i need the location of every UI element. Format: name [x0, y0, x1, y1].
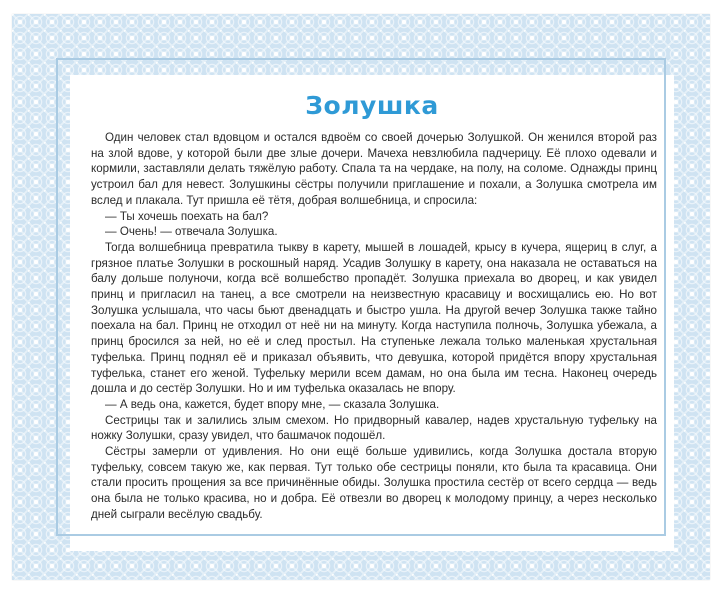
paragraph-6: Сестрицы так и залились злым смехом. Но придворный кавалер, надев хрустальную туфельку на ножку Золушки, сразу увидел, что башмачок подошёл.	[91, 413, 657, 443]
paragraph-4: Тогда волшебница превратила тыкву в карету, мышей в лошадей, крысу в кучера, ящериц в слуг, а грязное платье Золушки в роскошный наряд. Усадив Золушку в карету, она наказала не оставаться на балу дольше полуночи, когда всё волшебство пропадёт. Золушка приехала во дворец, и как увидел принц и пригласил на танец, а все смотрели на неизвестную красавицу и восхищались ею. Но вот Золушка услышала, что часы бьют двенадцать и быстро ушла. На другой вечер Золушка также тайно поехала на бал. Принц не отходил от неё ни на минуту. Когда наступила полночь, Золушка убежала, а принц бросился за ней, но её и след простыл. На ступеньке лежала только маленькая хрустальная туфелька. Принц поднял её и приказал объявить, что девушка, которой придётся впору хрустальная туфелька, станет его женой. Туфельку мерили всем дамам, но она была им тесна. Наконец очередь дошла и до сестёр Золушки. Но и им туфелька оказалась не впору.	[91, 240, 657, 396]
paragraph-3: — Очень! — отвечала Золушка.	[105, 225, 278, 239]
paragraph-2: — Ты хочешь поехать на бал?	[105, 209, 269, 223]
story-title: Золушка	[305, 91, 439, 120]
ornamental-border-card	[12, 14, 710, 580]
story-text	[91, 130, 657, 523]
paragraph-5: — А ведь она, кажется, будет впору мне, — сказала Золушка.	[105, 397, 440, 411]
story-panel	[70, 75, 674, 551]
paragraph-1: Один человек стал вдовцом и остался вдвоём со своей дочерью Золушкой. Он женился второй раз на злой вдове, у которой были две злые дочери. Мачеха невзлюбила падчерицу. Её плохо одевали и кормили, заставляли делать тяжёлую работу. Спала та на чердаке, на полу, на соломе. Однажды принц устроил бал для невест. Золушкины сёстры получили приглашение и похали, а Золушка смотрела им вслед и плакала. Тут пришла её тётя, добрая волшебница, и спросила:	[91, 131, 657, 207]
paragraph-7: Сёстры замерли от удивления. Но они ещё больше удивились, когда Золушка достала вторую туфельку, совсем такую же, как первая. Тут только обе сестрицы поняли, кто была та красавица. Они стали просить прощения за все причинённые обиды. Золушка простила сестёр от всего сердца — ведь она была не только красива, но и добра. Её отвезли во дворец к молодому принцу, а через несколько дней сыграли весёлую свадьбу.	[91, 445, 657, 521]
